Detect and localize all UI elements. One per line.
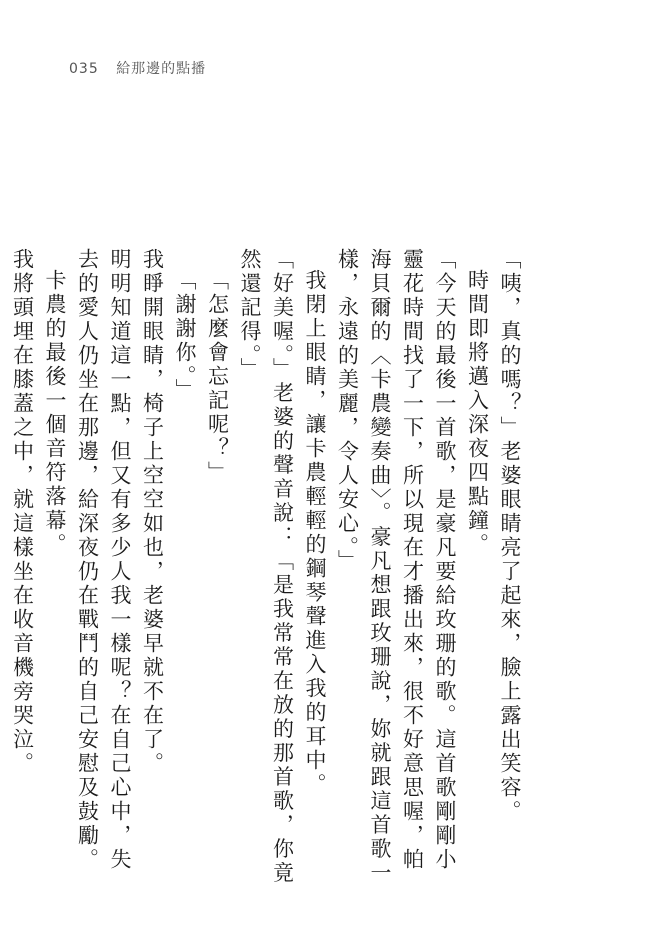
paragraph-7: 「謝謝你。」 (173, 269, 197, 403)
paragraph-8: 我睜開眼睛，椅子上空空如也，老婆早就不在了。 (140, 248, 165, 776)
body-text (6, 248, 526, 888)
paragraph-2: 時間即將邁入深夜四點鐘。 (465, 269, 490, 557)
paragraph-10: 卡農的最後一個音符落幕。 (43, 269, 67, 557)
paragraph-9: 明明知道這一點，但又有多少人我一樣呢？在自己心中，失去的愛人仍坐在那邊，給深夜仍在戰鬥的自己安慰及鼓勵。 (75, 248, 132, 872)
paragraph-5: 「好美喔。」老婆的聲音說：「是我常常在放的那首歌，你竟然還記得。」 (238, 248, 295, 886)
running-header (69, 58, 206, 78)
paragraph-11: 我將頭埋在膝蓋之中，就這樣坐在收音機旁哭泣。 (10, 248, 35, 776)
paragraph-6: 「怎麼會忘記呢？」 (205, 269, 230, 485)
page-number: 035 (69, 61, 99, 77)
chapter-title: 給那邊的點播 (116, 61, 207, 77)
paragraph-4: 我閉上眼睛，讓卡農輕輕的鋼琴聲進入我的耳中。 (303, 269, 327, 797)
paragraph-1: 「咦，真的嗎？」老婆眼睛亮了起來，臉上露出笑容。 (498, 248, 522, 824)
paragraph-3: 「今天的最後一首歌，是豪凡要給玫珊的歌。這首歌剛剛小靈花時間找了一下，所以現在才播出來，很不好意思喔，帕海貝爾的〈卡農變奏曲〉。豪凡想跟玫珊說，妳就跟這首歌一樣，永遠的美麗，令人安心。」 (335, 248, 457, 886)
